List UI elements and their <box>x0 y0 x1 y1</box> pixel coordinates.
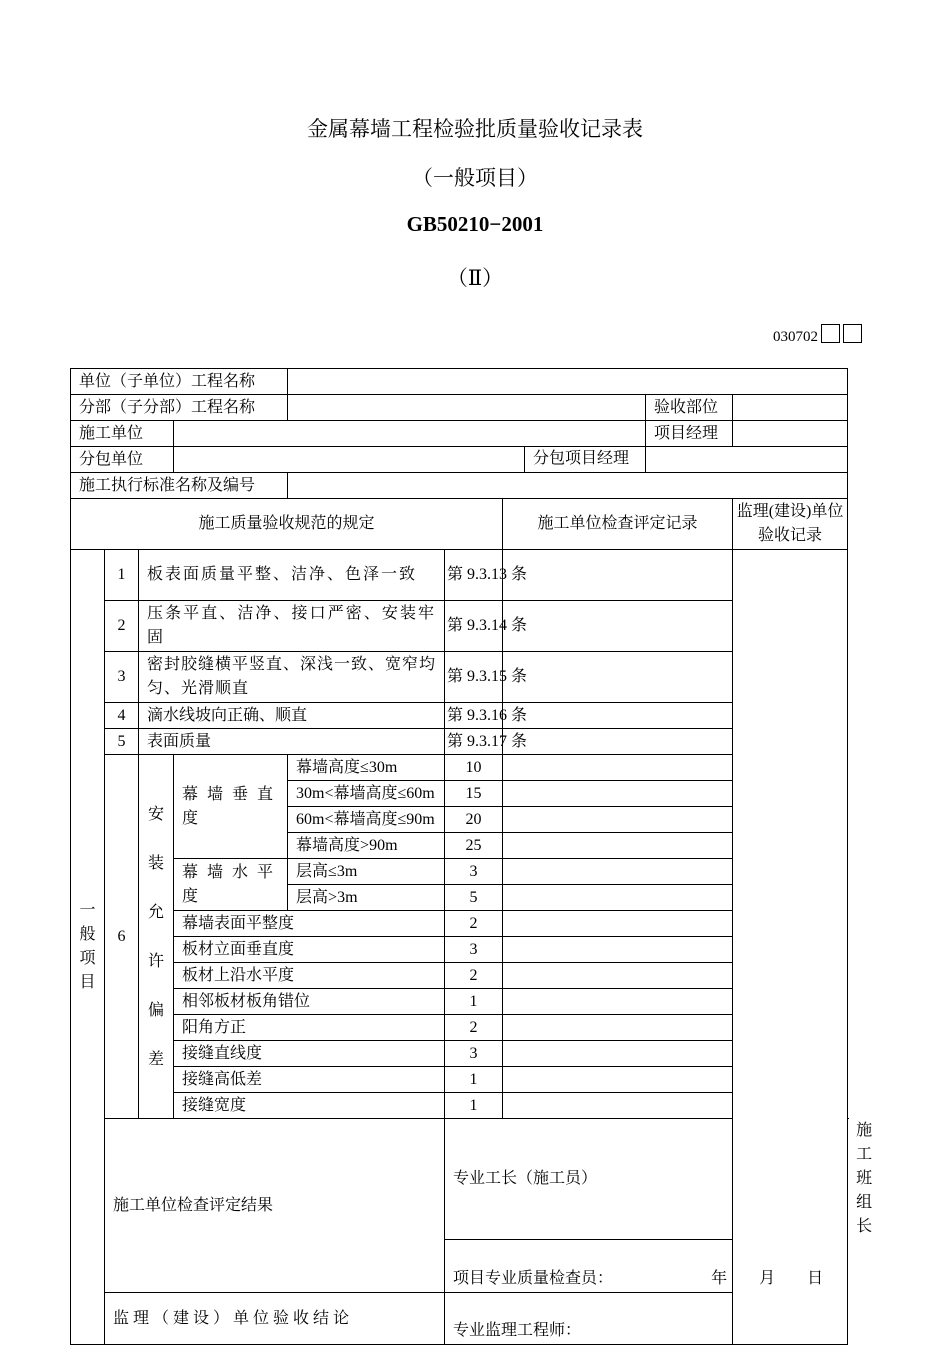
section-label <box>71 550 105 1345</box>
supervisor-record-column-header: 监理(建设)单位验收记录 <box>733 499 848 550</box>
supervisor-conclusion-label: 监理（建设）单位验收结论 <box>105 1293 445 1345</box>
subcontractor-field[interactable] <box>174 447 646 473</box>
foreman-label: 专业工长（施工员） <box>445 1119 733 1240</box>
quality-inspector-line <box>453 1267 839 1291</box>
item-clause <box>445 729 528 755</box>
item-clause <box>445 550 528 601</box>
contractor-record-cell[interactable] <box>503 550 733 601</box>
deviation-value: 3 <box>445 1041 503 1067</box>
deviation-name: 板材上沿水平度 <box>174 963 445 989</box>
unit-project-name-field[interactable] <box>288 369 848 395</box>
inspection-part-field[interactable] <box>733 395 848 421</box>
contractor-record-cell[interactable] <box>503 1015 733 1041</box>
contractor-record-cell[interactable] <box>503 963 733 989</box>
deviation-name: 接缝宽度 <box>174 1093 445 1119</box>
deviation-row <box>71 1015 848 1041</box>
contractor-record-cell[interactable] <box>503 1093 733 1119</box>
deviation-label <box>139 755 174 1119</box>
header-row-sub-project <box>71 395 848 421</box>
header-row-standard <box>71 473 848 499</box>
deviation-row <box>71 989 848 1015</box>
deviation-condition: 层高>3m <box>288 885 445 911</box>
deviation-value: 3 <box>445 859 503 885</box>
item-clause <box>445 703 528 729</box>
item-description: 板表面质量平整、洁净、色泽一致 <box>139 550 445 601</box>
contractor-record-cell[interactable] <box>503 859 733 885</box>
supervisor-engineer-cell[interactable] <box>445 1293 848 1345</box>
supervisor-engineer-label: 专业监理工程师： <box>453 1322 582 1339</box>
deviation-row <box>71 963 848 989</box>
deviation-value: 1 <box>445 989 503 1015</box>
contractor-record-cell[interactable] <box>503 989 733 1015</box>
spec-column-header: 施工质量验收规范的规定 <box>71 499 503 550</box>
form-code <box>773 324 862 347</box>
quality-inspector-label: 项目专业质量检查员： <box>453 1270 614 1287</box>
deviation-value: 1 <box>445 1093 503 1119</box>
subcontractor-label: 分包单位 <box>71 447 174 473</box>
footer-row-supervisor <box>71 1293 848 1345</box>
deviation-label-text: 安装允许偏差 <box>148 805 165 1068</box>
contractor-record-cell[interactable] <box>503 937 733 963</box>
clause-text: 第 9.3.15 条 <box>447 668 528 685</box>
inspection-part-label: 验收部位 <box>646 395 733 421</box>
deviation-value: 2 <box>445 911 503 937</box>
project-manager-field[interactable] <box>733 421 848 447</box>
item-number: 1 <box>105 550 139 601</box>
contractor-field[interactable] <box>174 421 646 447</box>
item-row-3 <box>71 652 848 703</box>
contractor-record-cell[interactable] <box>503 833 733 859</box>
sub-project-manager-field[interactable] <box>646 447 848 473</box>
contractor-record-cell[interactable] <box>503 885 733 911</box>
item-number: 4 <box>105 703 139 729</box>
deviation-name: 相邻板材板角错位 <box>174 989 445 1015</box>
clause-text: 第 9.3.17 条 <box>447 732 528 750</box>
item-row-5 <box>71 729 848 755</box>
deviation-row <box>71 1067 848 1093</box>
deviation-row <box>71 755 848 781</box>
deviation-name: 接缝高低差 <box>174 1067 445 1093</box>
clause-text: 第 9.3.16 条 <box>447 706 528 724</box>
form-code-number: 030702 <box>773 329 818 345</box>
form-code-box-1[interactable] <box>821 324 840 343</box>
deviation-value: 15 <box>445 781 503 807</box>
project-manager-label: 项目经理 <box>646 421 733 447</box>
contractor-record-cell[interactable] <box>503 1067 733 1093</box>
subcontractor-input[interactable] <box>174 447 524 472</box>
deviation-name: 阳角方正 <box>174 1015 445 1041</box>
standard-name-label: 施工执行标准名称及编号 <box>71 473 288 499</box>
deviation-value: 2 <box>445 1015 503 1041</box>
item-description: 滴水线坡向正确、顺直 <box>139 703 445 729</box>
deviation-name: 接缝直线度 <box>174 1041 445 1067</box>
deviation-row <box>71 1041 848 1067</box>
deviation-name: 幕墙表面平整度 <box>174 911 445 937</box>
form-title: 金属幕墙工程检验批质量验收记录表 <box>307 117 643 141</box>
header-row-subcontractor <box>71 447 848 473</box>
deviation-value: 10 <box>445 755 503 781</box>
sub-project-manager-input[interactable] <box>646 447 847 472</box>
contractor-record-cell[interactable] <box>503 729 733 755</box>
header-row-contractor <box>71 421 848 447</box>
deviation-value: 20 <box>445 807 503 833</box>
contractor-label: 施工单位 <box>71 421 174 447</box>
deviation-row <box>71 1093 848 1119</box>
section-label-text: 一般项目 <box>79 902 96 991</box>
quality-inspector-cell[interactable] <box>445 1240 848 1293</box>
deviation-condition: 幕墙高度≤30m <box>288 755 445 781</box>
sub-project-name-label: 分部（子分部）工程名称 <box>71 395 288 421</box>
supervisor-record-cell[interactable] <box>733 550 848 1345</box>
item-description: 表面质量 <box>139 729 445 755</box>
contractor-record-cell[interactable] <box>503 601 733 652</box>
part-number: （Ⅱ） <box>446 266 504 290</box>
deviation-name: 板材立面垂直度 <box>174 937 445 963</box>
sub-project-manager-label: 分包项目经理 <box>524 447 645 472</box>
vertical-group-label: 幕墙垂直度 <box>174 755 288 859</box>
item-row-2 <box>71 601 848 652</box>
item-number: 2 <box>105 601 139 652</box>
header-row-unit-project <box>71 369 848 395</box>
deviation-row <box>71 937 848 963</box>
deviation-condition: 30m<幕墙高度≤60m <box>288 781 445 807</box>
item-description: 压条平直、洁净、接口严密、安装牢固 <box>139 601 445 652</box>
footer-row-contractor: 施工单位检查评定结果 专业工长（施工员） 施工班组长 <box>71 1119 848 1240</box>
column-header-row <box>71 499 848 550</box>
contractor-record-cell[interactable] <box>503 1041 733 1067</box>
deviation-value: 5 <box>445 885 503 911</box>
contractor-record-cell[interactable] <box>503 911 733 937</box>
contractor-record-cell[interactable] <box>503 703 733 729</box>
unit-project-name-label: 单位（子单位）工程名称 <box>71 369 288 395</box>
contractor-record-cell[interactable] <box>503 781 733 807</box>
deviation-condition: 幕墙高度>90m <box>288 833 445 859</box>
contractor-record-column-header: 施工单位检查评定记录 <box>503 499 733 550</box>
item-number: 6 <box>105 755 139 1119</box>
form-subtitle: （一般项目） <box>412 166 538 190</box>
sub-project-name-field[interactable] <box>288 395 646 421</box>
deviation-value: 3 <box>445 937 503 963</box>
inspection-table <box>70 368 873 1345</box>
deviation-row <box>71 911 848 937</box>
item-row-1 <box>71 550 848 601</box>
clause-text: 第 9.3.14 条 <box>447 617 528 634</box>
item-number: 3 <box>105 652 139 703</box>
contractor-record-cell[interactable] <box>503 807 733 833</box>
item-clause <box>445 652 528 703</box>
level-group-label: 幕墙水平度 <box>174 859 288 911</box>
deviation-row <box>71 859 848 885</box>
deviation-condition: 层高≤3m <box>288 859 445 885</box>
contractor-result-label: 施工单位检查评定结果 <box>105 1119 445 1293</box>
deviation-value: 2 <box>445 963 503 989</box>
item-description: 密封胶缝横平竖直、深浅一致、宽窄均匀、光滑顺直 <box>139 652 445 703</box>
form-code-box-2[interactable] <box>843 324 862 343</box>
item-clause <box>445 601 528 652</box>
deviation-condition: 60m<幕墙高度≤90m <box>288 807 445 833</box>
contractor-record-cell[interactable] <box>503 755 733 781</box>
standard-name-field[interactable] <box>288 473 848 499</box>
deviation-value: 25 <box>445 833 503 859</box>
deviation-value: 1 <box>445 1067 503 1093</box>
clause-text: 第 9.3.13 条 <box>447 566 528 583</box>
item-row-4 <box>71 703 848 729</box>
contractor-record-cell[interactable] <box>503 652 733 703</box>
item-number: 5 <box>105 729 139 755</box>
signature-date: 年 月 日 <box>711 1270 824 1287</box>
standard-code: GB50210−2001 <box>406 212 544 236</box>
